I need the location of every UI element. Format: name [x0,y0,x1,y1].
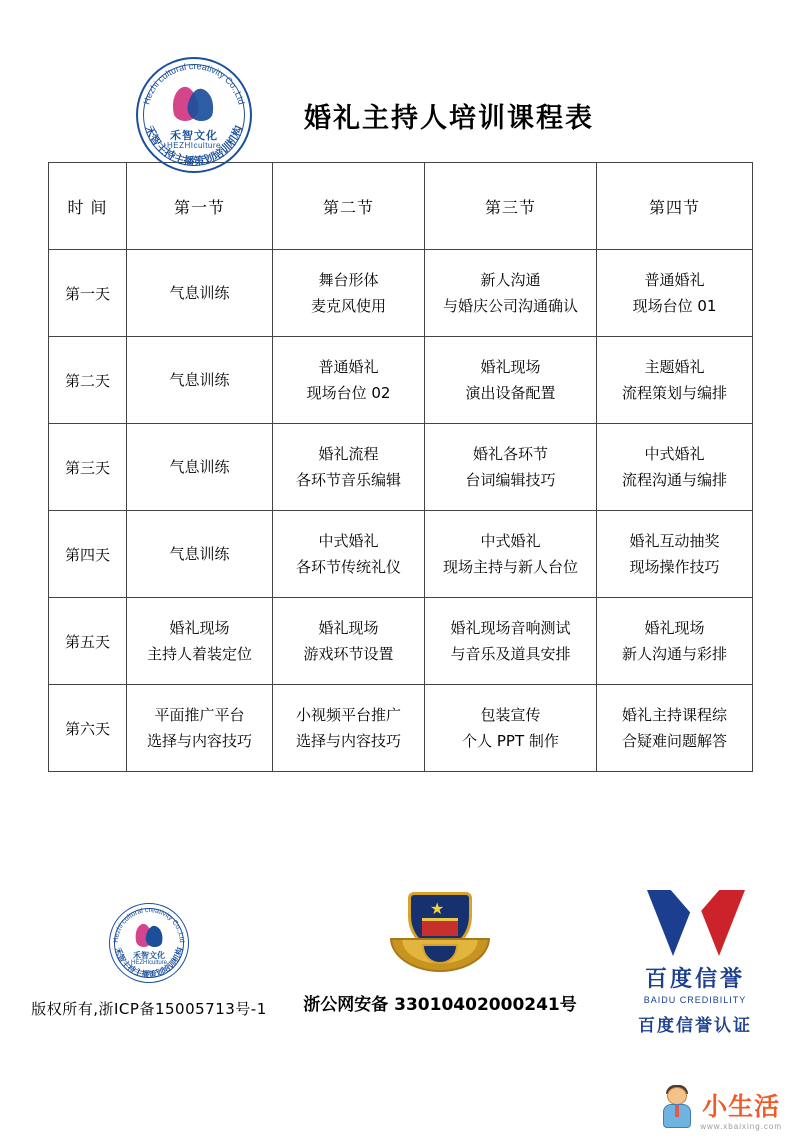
table-cell [597,337,753,424]
table-cell [127,598,273,685]
police-record-badge [290,890,590,1015]
table-cell [425,337,597,424]
table-cell [273,511,425,598]
table-cell [597,424,753,511]
cell-line: 中式婚礼 [480,531,541,550]
footer-badges [0,880,800,1060]
row-day-label: 第五天 [49,598,127,685]
baidu-certified-text: 百度信誉认证 [638,1016,752,1036]
document-header [0,0,800,169]
table-cell [597,685,753,772]
cell-line: 选择与内容技巧 [295,732,401,750]
cell-line: 婚礼现场 [480,357,541,376]
cell-line: 演出设备配置 [465,384,556,402]
cell-line: 游戏环节设置 [303,645,394,663]
row-day-label: 第二天 [49,337,127,424]
table-row [49,424,753,511]
cell-line: 与婚庆公司沟通确认 [442,297,578,315]
cell-line: 流程沟通与编排 [621,471,727,489]
mini-logo-swirl-icon [134,924,166,950]
cell-line: 现场操作技巧 [629,558,720,576]
cell-line: 普通婚礼 [318,357,379,376]
cell-line: 现场台位 01 [632,297,717,315]
cell-line: 现场主持与新人台位 [442,558,578,576]
table-cell [273,424,425,511]
table-header-cell: 第一节 [127,163,273,250]
table-cell [127,685,273,772]
row-day-label: 第一天 [49,250,127,337]
table-cell [273,685,425,772]
cell-line: 各环节传统礼仪 [295,558,401,576]
table-header-cell: 第四节 [597,163,753,250]
site-watermark [660,1085,782,1131]
table-cell [127,511,273,598]
cell-line: 婚礼现场 [169,618,230,637]
cell-line: 婚礼现场 [644,618,705,637]
logo-arc-top-label: Hezhi cultural creativity Co.,Ltd [141,60,247,106]
table-cell [425,511,597,598]
cell-line: 麦克风使用 [310,297,386,315]
cell-line: 婚礼互动抽奖 [629,531,720,550]
table-cell [425,250,597,337]
table-header-cell: 第二节 [273,163,425,250]
row-day-label: 第四天 [49,511,127,598]
cell-line: 与音乐及道具安排 [450,645,571,663]
cell-line: 婚礼流程 [318,444,379,463]
row-day-label: 第六天 [49,685,127,772]
cell-line: 气息训练 [169,544,230,563]
company-logo [130,51,258,179]
table-cell [425,424,597,511]
cell-line: 平面推广平台 [154,705,245,724]
table-cell [425,598,597,685]
logo-swirl-icon [170,87,218,127]
watermark-site-url: www.xbaixing.com [700,1122,782,1131]
table-row [49,511,753,598]
cell-line: 气息训练 [169,457,230,476]
cell-line: 个人 PPT 制作 [462,732,559,750]
baidu-credibility-badge [600,886,790,1036]
company-logo-small [106,900,192,986]
table-cell [127,424,273,511]
cell-line: 主题婚礼 [644,357,705,376]
table-row [49,685,753,772]
cell-line: 婚礼主持课程综 [621,705,727,724]
cell-line: 现场台位 02 [306,384,391,402]
table-row [49,337,753,424]
baidu-v-icon [641,886,749,960]
cell-line: 流程策划与编排 [621,384,727,402]
mini-logo-name-cn: 禾智文化 [133,951,165,960]
cell-line: 台词编辑技巧 [465,471,556,489]
cell-line: 舞台形体 [318,270,379,289]
mini-logo-name-en: HEZHIculture [130,960,167,966]
schedule-table [48,162,753,772]
cell-line: 气息训练 [169,370,230,389]
cell-line: 婚礼现场 [318,618,379,637]
logo-name-en: HEZHIculture [166,141,221,150]
cell-line: 包装宣传 [480,705,541,724]
table-row [49,250,753,337]
cell-line: 选择与内容技巧 [146,732,252,750]
table-header-cell: 时 间 [49,163,127,250]
schedule-table-wrap [48,162,752,772]
table-cell [597,598,753,685]
table-cell [127,250,273,337]
table-cell [597,511,753,598]
table-cell [597,250,753,337]
police-record-text: 浙公网安备 33010402000241号 [303,995,577,1015]
row-day-label: 第三天 [49,424,127,511]
table-cell [273,250,425,337]
cell-line: 各环节音乐编辑 [295,471,401,489]
logo-arc-bottom-label: 禾智主持主播策划培训机构 [142,124,246,169]
icp-badge [24,900,274,1019]
cell-line: 新人沟通 [480,270,541,289]
cell-line: 合疑难问题解答 [621,732,727,750]
page-title: 婚礼主持人培训课程表 [304,102,594,134]
cell-line: 中式婚礼 [644,444,705,463]
table-row [49,598,753,685]
cell-line: 主持人着装定位 [146,645,252,663]
cell-line: 婚礼现场音响测试 [450,618,571,637]
table-header-cell: 第三节 [425,163,597,250]
cell-line: 中式婚礼 [318,531,379,550]
cell-line: 普通婚礼 [644,270,705,289]
watermark-text-group [700,1094,782,1131]
icp-license-text: 版权所有,浙ICP备15005713号-1 [31,1000,267,1018]
mini-logo-arc-bottom-label: 禾智主持主播策划培训机构 [113,946,185,980]
table-cell [425,685,597,772]
watermark-mascot-icon [660,1085,694,1131]
mini-logo-arc-top-label: Hezhi cultural creativity Co.,Ltd [112,906,186,943]
logo-name-cn: 禾智文化 [170,130,218,142]
table-cell [127,337,273,424]
cell-line: 新人沟通与彩排 [621,645,727,663]
baidu-title: 百度信誉 [644,967,745,992]
table-cell [273,337,425,424]
watermark-site-name: 小生活 [702,1092,781,1121]
police-emblem-icon: ★ [388,890,492,982]
cell-line: 婚礼各环节 [472,444,548,463]
baidu-subtitle: BAIDU CREDIBILITY [643,995,747,1005]
cell-line: 小视频平台推广 [295,705,401,724]
table-cell [273,598,425,685]
cell-line: 气息训练 [169,283,230,302]
